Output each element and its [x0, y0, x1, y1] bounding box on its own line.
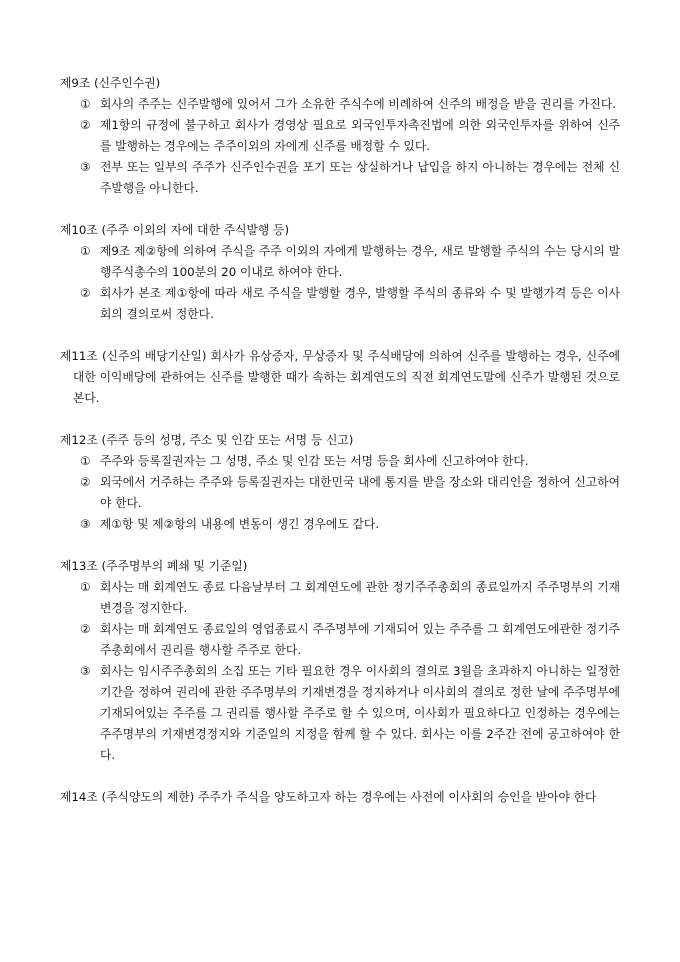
paragraph-number: ③ [80, 160, 91, 174]
paragraph-text: 전부 또는 일부의 주주가 신주인수권을 포기 또는 상실하거나 납입을 하지 아니하는 경우에는 전체 신주발행을 아니한다. [100, 160, 620, 195]
paragraph-text: 외국에서 거주하는 주주와 등록질권자는 대한민국 내에 통지를 받을 장소와 대리인을 정하여 신고하여야 한다. [100, 475, 620, 510]
paragraph-text: 회사가 본조 제①항에 따라 새로 주식을 발행할 경우, 발행할 주식의 종류와 수 및 발행가격 등은 이사회의 결의로써 정한다. [100, 286, 620, 321]
paragraph-text: 제①항 및 제②항의 내용에 변동이 생긴 경우에도 같다. [100, 517, 380, 531]
article-paragraph [60, 577, 620, 619]
paragraph-number: ③ [80, 664, 91, 678]
paragraph-text: 회사는 매 회계연도 종료 다음날부터 그 회계연도에 관한 정기주주총회의 종료일까지 주주명부의 기재변경을 정지한다. [100, 580, 620, 615]
paragraph-number: ③ [80, 517, 91, 531]
paragraph-text: 회사는 임시주주총회의 소집 또는 기타 필요한 경우 이사회의 결의로 3월을 초과하지 아니하는 일정한 기간을 정하여 권리에 관한 주주명부의 기재변경을 정지하거나 이사회의 결의로 정한 날에 주주명부에 기재되어있는 주주를 그 권리를 행사할 주주로 할 수 있으며, 이사회가 필요하다고 인정하는 경우에는 주주명부의 기재변경정지와 기준일의 지정을 함께 할 수 있다. 회사는 이를 2주간 전에 공고하여야 한다. [100, 664, 621, 762]
article-paragraph [60, 157, 620, 199]
paragraph-text: 제1항의 규정에 불구하고 회사가 경영상 필요로 외국인투자촉진법에 의한 외국인투자를 위하여 신주를 발행하는 경우에는 주주이외의 자에게 신주를 배정할 수 있다. [100, 118, 620, 153]
article-text: 제14조 (주식양도의 제한) 주주가 주식을 양도하고자 하는 경우에는 사전에 이사회의 승인을 받아야 한다 [60, 790, 597, 804]
article-paragraph [60, 619, 620, 661]
article-paragraph [60, 451, 620, 472]
article-paragraph [60, 472, 620, 514]
paragraph-number: ② [80, 622, 91, 636]
article-paragraph [60, 94, 620, 115]
paragraph-text: 제9조 제②항에 의하여 주식을 주주 이외의 자에게 발행하는 경우, 새로 발행할 주식의 수는 당시의 발행주식총수의 100분의 20 이내로 하여야 한다. [100, 244, 620, 279]
paragraph-number: ① [80, 580, 91, 594]
article-text: 제11조 (신주의 배당기산일) 회사가 유상증자, 무상증자 및 주식배당에 의하여 신주를 발행하는 경우, 신주에 대한 이익배당에 관하여는 신주를 발행한 때가 속하는 회계연도의 직전 회계연도말에 신주가 발행된 것으로 본다. [60, 349, 620, 405]
article-12 [60, 430, 620, 535]
article-paragraph [60, 283, 620, 325]
paragraph-number: ① [80, 454, 91, 468]
paragraph-number: ② [80, 286, 91, 300]
article-paragraph [60, 241, 620, 283]
article-10 [60, 220, 620, 325]
article-heading: 제10조 (주주 이외의 자에 대한 주식발행 등) [60, 223, 290, 237]
article-14 [60, 787, 620, 808]
paragraph-number: ② [80, 475, 91, 489]
article-paragraph [60, 661, 620, 766]
paragraph-text: 회사의 주주는 신주발행에 있어서 그가 소유한 주식수에 비례하여 신주의 배정을 받을 권리를 가진다. [100, 97, 616, 111]
document-body [60, 73, 620, 829]
article-heading: 제9조 (신주인수권) [60, 76, 161, 90]
paragraph-number: ① [80, 97, 91, 111]
paragraph-text: 주주와 등록질권자는 그 성명, 주소 및 인감 또는 서명 등을 회사에 신고하여야 한다. [100, 454, 529, 468]
paragraph-number: ① [80, 244, 91, 258]
paragraph-text: 회사는 매 회계연도 종료일의 영업종료시 주주명부에 기재되어 있는 주주를 그 회계연도에관한 정기주주총회에서 권리를 행사할 주주로 한다. [100, 622, 620, 657]
article-13 [60, 556, 620, 766]
article-paragraph [60, 514, 620, 535]
article-paragraph [60, 115, 620, 157]
article-heading: 제13조 (주주명부의 폐쇄 및 기준일) [60, 559, 248, 573]
article-heading: 제12조 (주주 등의 성명, 주소 및 인감 또는 서명 등 신고) [60, 433, 354, 447]
article-11 [60, 346, 620, 409]
paragraph-number: ② [80, 118, 91, 132]
article-9 [60, 73, 620, 199]
